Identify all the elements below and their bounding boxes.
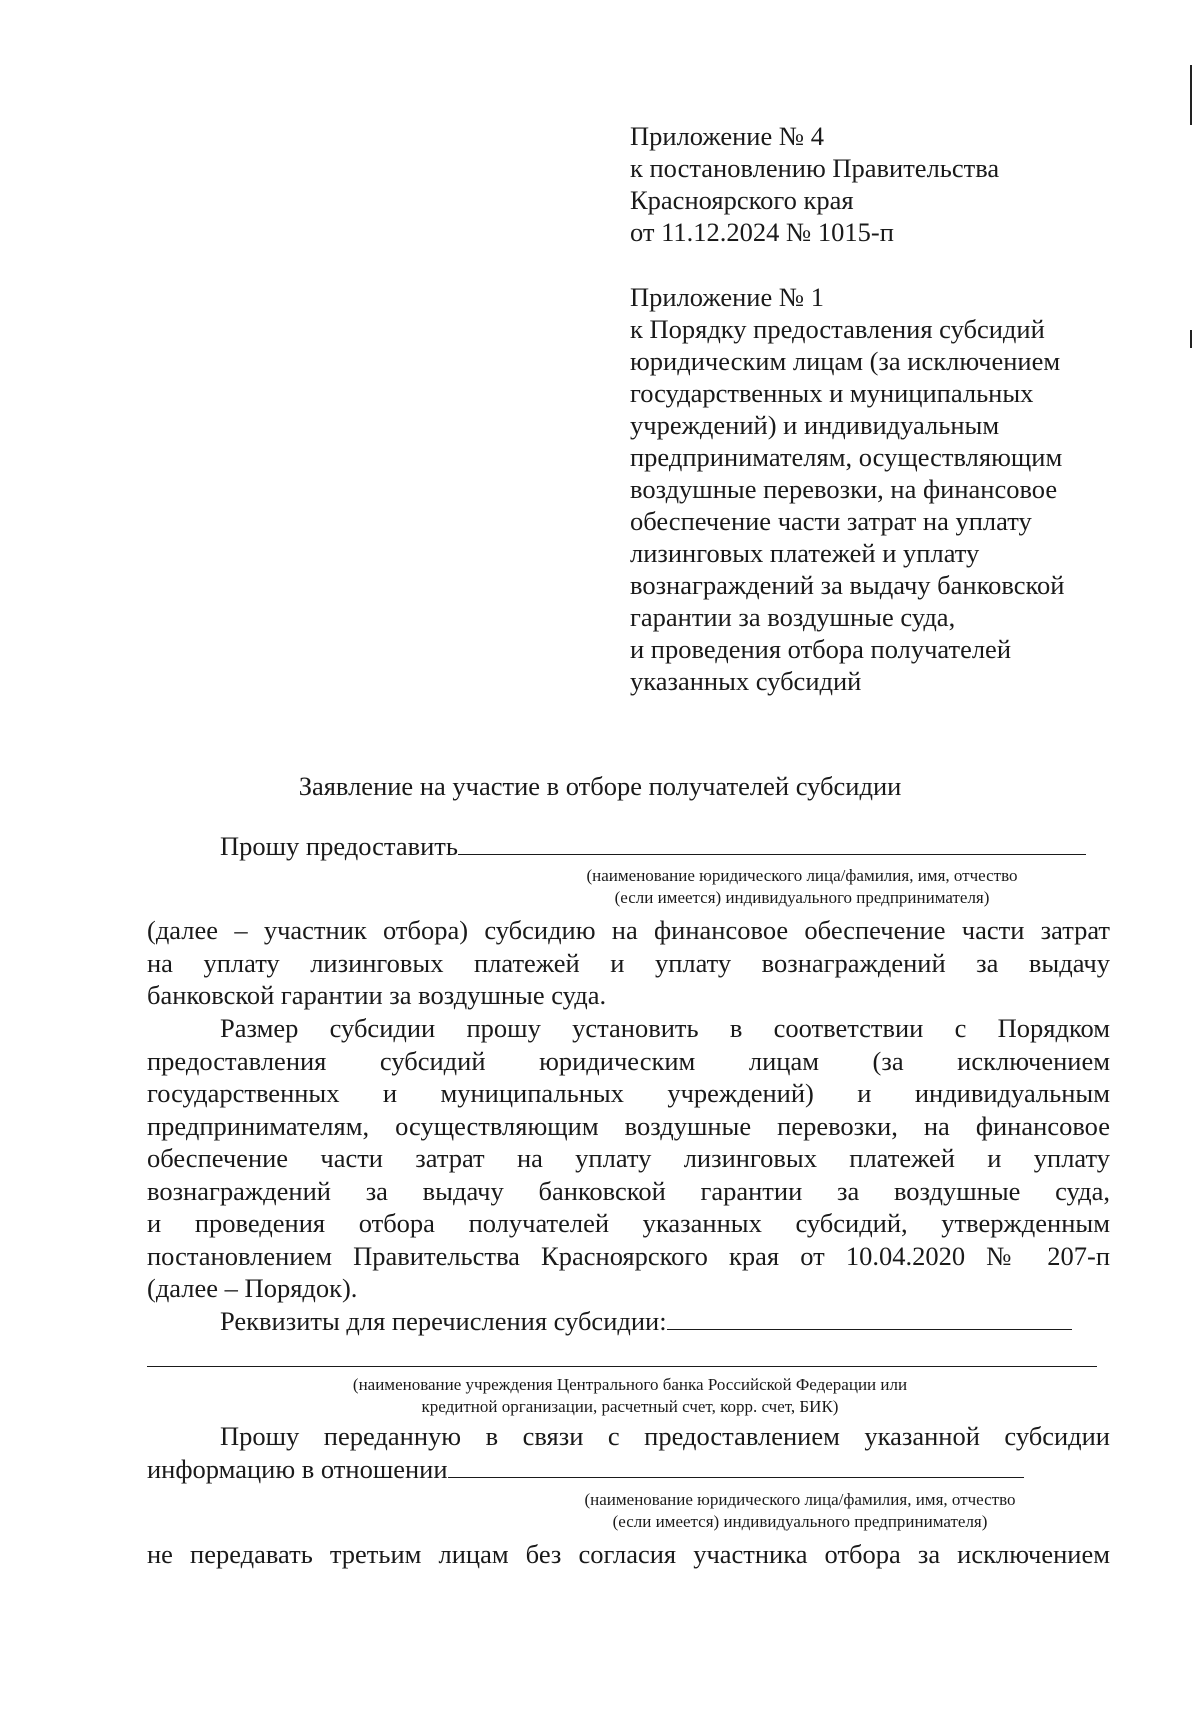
appendix-line: к постановлению Правительства	[630, 153, 1000, 183]
appendix-line: гарантии за воздушные суда,	[630, 602, 956, 632]
info-caption-2: (если имеется) индивидуального предпринимателя)	[612, 1512, 988, 1531]
appendix-line: Приложение № 4	[630, 121, 825, 151]
appendix-line: лизинговых платежей и уплату	[630, 538, 980, 568]
paragraph-line: предоставления субсидий юридическим лицам (за исключением	[147, 1045, 1110, 1076]
paragraph-line: банковской гарантии за воздушные суда.	[147, 980, 607, 1010]
requisites-line	[147, 1305, 1110, 1338]
paragraph-line: (далее – Порядок).	[147, 1273, 358, 1303]
requisites-label: Реквизиты для перечисления субсидии:	[220, 1306, 667, 1336]
appendix-line: от 11.12.2024 № 1015-п	[630, 217, 894, 247]
paragraph-line: Прошу переданную в связи с предоставлением указанной субсидии	[220, 1421, 1110, 1451]
appendix-4-header	[630, 120, 999, 248]
info-subject-field[interactable]	[448, 1455, 1024, 1478]
paragraph-line: обеспечение части затрат на уплату лизинговых платежей и уплату	[147, 1143, 1110, 1173]
requisites-caption-1: (наименование учреждения Центрального банка Российской Федерации или	[352, 1375, 908, 1394]
scan-edge-mark	[1190, 65, 1192, 125]
info-last-line	[147, 1538, 1110, 1571]
info-paragraph	[147, 1420, 1110, 1485]
request-paragraph	[147, 914, 1110, 1012]
request-label: Прошу предоставить	[220, 831, 458, 861]
appendix-line: учреждений) и индивидуальным	[630, 410, 1000, 440]
requisites-field[interactable]	[667, 1307, 1072, 1330]
document-title: Заявление на участие в отборе получателей субсидии	[298, 771, 902, 801]
applicant-name-field[interactable]	[458, 832, 1086, 855]
appendix-line: вознаграждений за выдачу банковской	[630, 570, 1065, 600]
appendix-line: воздушные перевозки, на финансовое	[630, 474, 1058, 504]
paragraph-line: не передавать третьим лицам без согласия участника отбора за исключением	[147, 1539, 1110, 1569]
paragraph-line: предпринимателям, осуществляющим воздушные перевозки, на финансовое	[147, 1110, 1110, 1141]
paragraph-line: вознаграждений за выдачу банковской гарантии за воздушные суда,	[147, 1175, 1110, 1206]
requisites-field-line-2[interactable]	[147, 1366, 1097, 1367]
appendix-1-header	[630, 281, 1064, 697]
scan-edge-mark	[1190, 330, 1192, 348]
appendix-line: юридическим лицам (за исключением	[630, 346, 1061, 376]
paragraph-line: Размер субсидии прошу установить в соответствии с Порядком	[220, 1013, 1110, 1043]
appendix-line: Приложение № 1	[630, 282, 825, 312]
appendix-line: обеспечение части затрат на уплату	[630, 506, 1032, 536]
appendix-line: указанных субсидий	[630, 666, 862, 696]
requisites-caption-2: кредитной организации, расчетный счет, корр. счет, БИК)	[421, 1397, 839, 1416]
size-paragraph	[147, 1012, 1110, 1305]
appendix-line: предпринимателям, осуществляющим	[630, 442, 1063, 472]
info-caption-1: (наименование юридического лица/фамилия, имя, отчество	[584, 1490, 1016, 1509]
applicant-caption-1: (наименование юридического лица/фамилия, имя, отчество	[586, 866, 1018, 885]
paragraph-line: на уплату лизинговых платежей и уплату вознаграждений за выдачу	[147, 947, 1110, 978]
appendix-line: к Порядку предоставления субсидий	[630, 314, 1045, 344]
appendix-line: и проведения отбора получателей	[630, 634, 1012, 664]
info-label: информацию в отношении	[147, 1453, 448, 1484]
request-first-line	[147, 830, 1110, 863]
paragraph-line: и проведения отбора получателей указанных субсидий, утвержденным	[147, 1208, 1110, 1238]
appendix-line: Красноярского края	[630, 185, 854, 215]
paragraph-line: государственных и муниципальных учреждений) и индивидуальным	[147, 1078, 1110, 1108]
paragraph-line: постановлением Правительства Красноярского края от 10.04.2020 № 207-п	[147, 1240, 1110, 1271]
appendix-line: государственных и муниципальных	[630, 378, 1034, 408]
paragraph-line: (далее – участник отбора) субсидию на финансовое обеспечение части затрат	[147, 915, 1110, 945]
applicant-caption-2: (если имеется) индивидуального предпринимателя)	[614, 888, 990, 907]
